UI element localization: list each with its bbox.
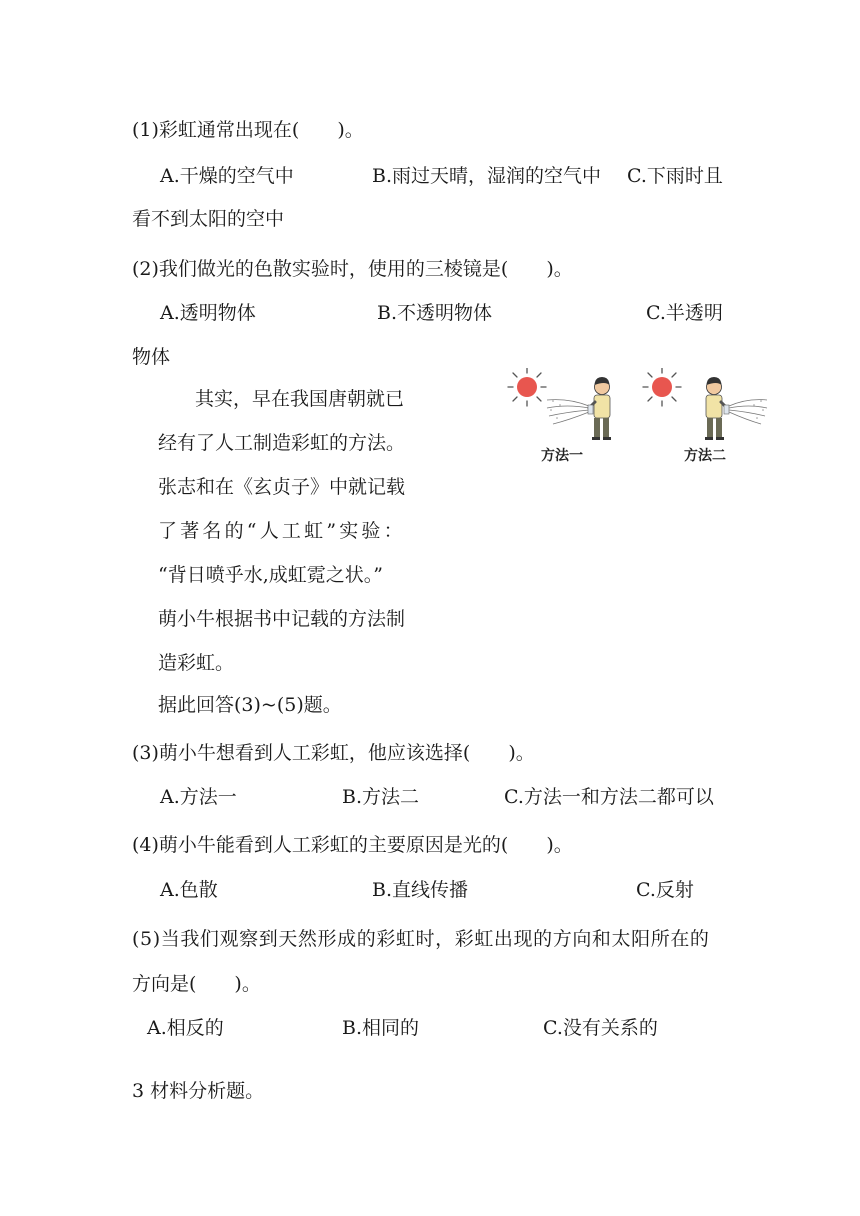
- passage-line: 据此回答(3)~(5)题。: [158, 694, 342, 716]
- passage-line: 张志和在《玄贞子》中就记载: [158, 476, 406, 498]
- q3-option-b: B.方法二: [342, 786, 420, 808]
- figure-label-method1: 方法一: [541, 448, 583, 464]
- q5-option-a: A.相反的: [147, 1017, 224, 1039]
- method-figure: [505, 368, 770, 472]
- figure-label-method2: 方法二: [684, 448, 726, 464]
- q2-option-a: A.透明物体: [160, 302, 256, 324]
- sun-icon-method1: [508, 368, 546, 406]
- spray-method1: [547, 400, 589, 424]
- q2-option-c-continued: 物体: [132, 346, 171, 368]
- q1-option-c-continued: 看不到太阳的空中: [132, 208, 285, 230]
- q4-option-a: A.色散: [160, 879, 218, 901]
- q3-option-a: A.方法一: [160, 786, 237, 808]
- q3-option-c: C.方法一和方法二都可以: [504, 786, 714, 808]
- q4-stem: (4)萌小牛能看到人工彩虹的主要原因是光的( )。: [132, 834, 573, 856]
- q3-stem: (3)萌小牛想看到人工彩虹，他应该选择( )。: [132, 742, 535, 764]
- passage-line: 其实，早在我国唐朝就已: [195, 388, 405, 410]
- passage-line: 造彩虹。: [158, 652, 235, 674]
- q1-option-a: A.干燥的空气中: [160, 165, 294, 187]
- spray-method2: [729, 400, 767, 424]
- q1-option-b: B.雨过天晴，湿润的空气中: [372, 165, 602, 187]
- q5-option-c: C.没有关系的: [543, 1017, 658, 1039]
- person-method2: [705, 377, 729, 440]
- q2-option-c: C.半透明: [646, 302, 723, 324]
- q1-option-c: C.下雨时且: [627, 165, 723, 187]
- person-method1: [588, 377, 611, 440]
- q1-stem: (1)彩虹通常出现在( )。: [132, 119, 364, 141]
- passage-line: 了著名的“人工虹”实验：: [158, 520, 406, 542]
- q2-option-b: B.不透明物体: [377, 302, 493, 324]
- q5-stem: (5)当我们观察到天然形成的彩虹时，彩虹出现的方向和太阳所在的: [132, 928, 710, 950]
- q4-option-b: B.直线传播: [372, 879, 469, 901]
- passage-line: 经有了人工制造彩虹的方法。: [158, 432, 406, 454]
- q5-stem-continued: 方向是( )。: [132, 973, 261, 995]
- passage-line: 萌小牛根据书中记载的方法制: [158, 608, 406, 630]
- q4-option-c: C.反射: [636, 879, 694, 901]
- sun-icon-method2: [643, 368, 681, 406]
- passage-line: “背日喷乎水,成虹霓之状。”: [158, 564, 383, 586]
- q2-stem: (2)我们做光的色散实验时，使用的三棱镜是( )。: [132, 258, 573, 280]
- q5-option-b: B.相同的: [342, 1017, 420, 1039]
- section-heading: 3 材料分析题。: [132, 1080, 265, 1102]
